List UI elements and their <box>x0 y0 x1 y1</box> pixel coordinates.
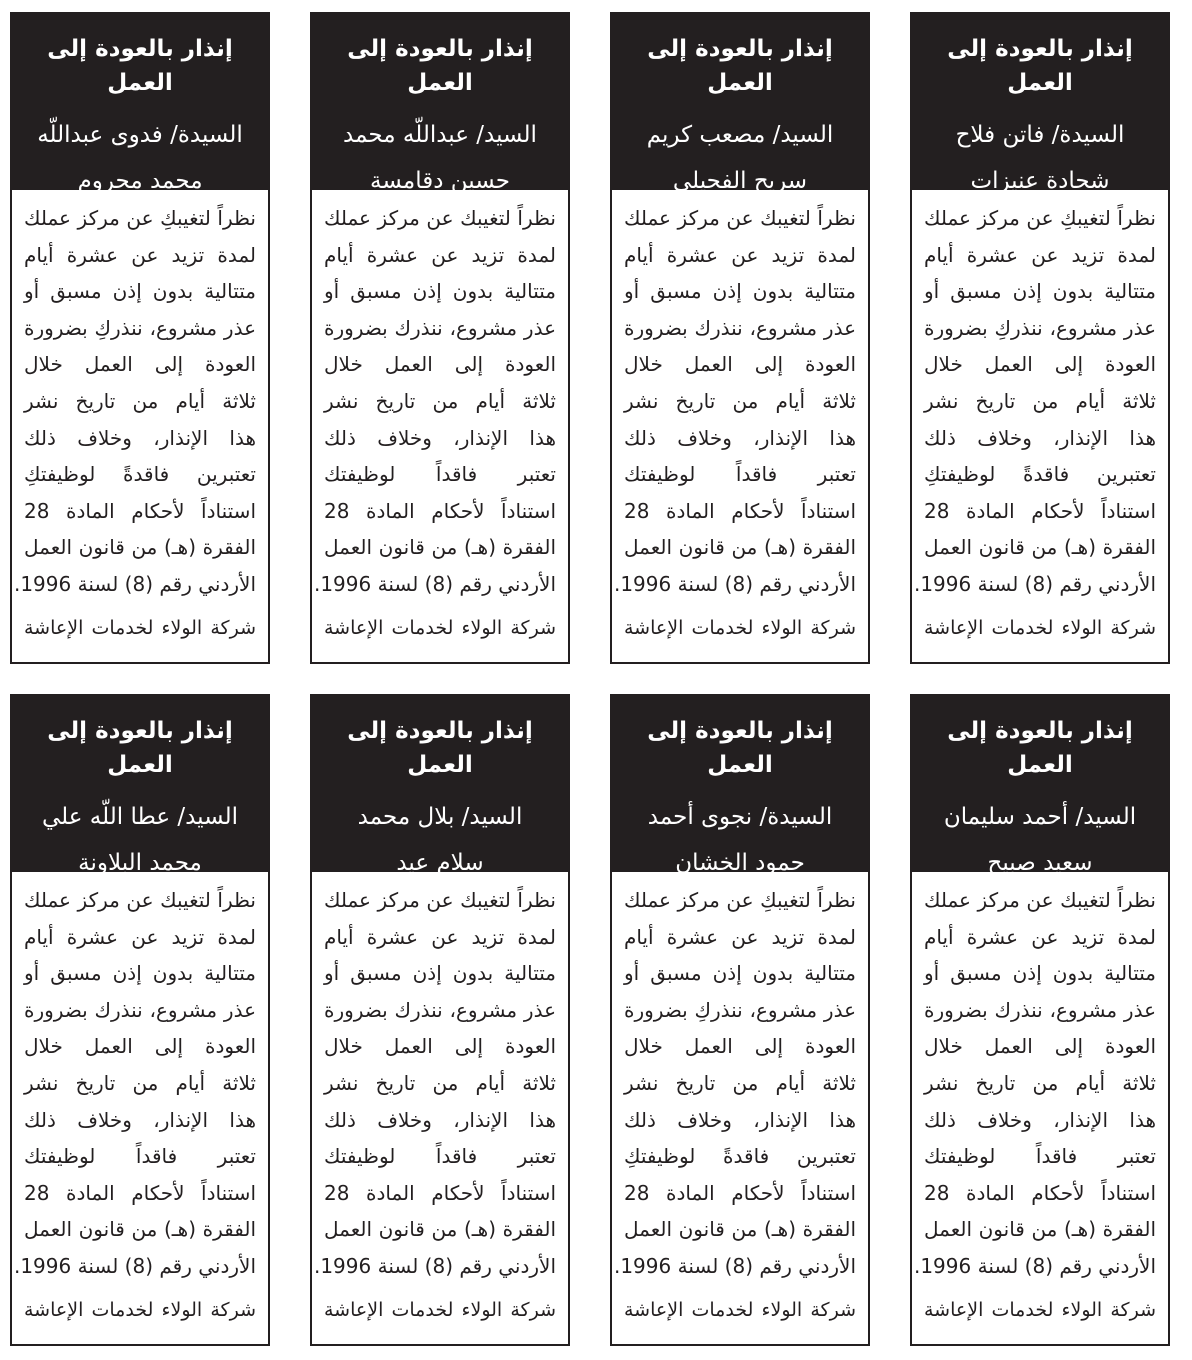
notice-header <box>12 696 268 876</box>
notice-body-line: ثلاثة أيام من تاريخ نشر <box>324 388 556 413</box>
notice-body-line: عذر مشروع، ننذركِ بضرورة <box>924 315 1156 340</box>
notice-card <box>10 12 270 664</box>
notice-body-line: العودة إلى العمل خلال <box>24 352 256 377</box>
notice-body-line: ثلاثة أيام من تاريخ نشر <box>624 1070 856 1095</box>
notice-body-line: هذا الإنذار، وخلاف ذلك <box>324 1107 556 1132</box>
notice-body-line: استناداً لأحكام المادة 28 <box>324 498 556 523</box>
notice-title: إنذار بالعودة إلى العمل <box>47 718 233 778</box>
notice-body-line: الأردني رقم (8) لسنة 1996. <box>313 571 556 596</box>
notice-body-line: نظراً لتغيبك عن مركز عملك <box>24 888 256 912</box>
notice-body-line: لمدة تزيد عن عشرة أيام <box>24 924 256 949</box>
recipient-name-line-1: السيدة/ فاتن فلاح <box>955 122 1125 148</box>
recipient-name-line-1: السيدة/ فدوى عبداللّه <box>37 122 243 148</box>
notice-body-line: متتالية بدون إذن مسبق أو <box>324 279 556 304</box>
notice-body-line: نظراً لتغيبكِ عن مركز عملك <box>624 888 856 912</box>
notice-body-line: استناداً لأحكام المادة 28 <box>924 498 1156 523</box>
notice-body-line: العودة إلى العمل خلال <box>924 1034 1156 1059</box>
notice-body <box>912 190 1168 603</box>
notice-body-line: الأردني رقم (8) لسنة 1996. <box>913 1253 1156 1278</box>
notice-body-line: عذر مشروع، ننذرك بضرورة <box>924 997 1156 1022</box>
notice-body-line: العودة إلى العمل خلال <box>324 1034 556 1059</box>
notice-header <box>612 696 868 876</box>
notice-card <box>10 694 270 1346</box>
notice-body-line: هذا الإنذار، وخلاف ذلك <box>624 425 856 450</box>
notice-body-line: متتالية بدون إذن مسبق أو <box>24 279 256 304</box>
notice-title: إنذار بالعودة إلى العمل <box>947 718 1133 778</box>
notice-body-line: الفقرة (هـ) من قانون العمل <box>324 1217 556 1242</box>
notice-body-line: هذا الإنذار، وخلاف ذلك <box>324 425 556 450</box>
notice-body-line: عذر مشروع، ننذرك بضرورة <box>324 997 556 1022</box>
notice-body-line: تعتبرين فاقدةً لوظيفتكِ <box>24 462 256 487</box>
notice-body-line: عذر مشروع، ننذرك بضرورة <box>324 315 556 340</box>
notice-body-line: الأردني رقم (8) لسنة 1996. <box>913 571 1156 596</box>
notice-body-line: استناداً لأحكام المادة 28 <box>624 498 856 523</box>
notice-body-line: تعتبر فاقداً لوظيفتك <box>24 1144 256 1169</box>
recipient-name-line-2: محمد محروم <box>77 168 203 194</box>
notice-title: إنذار بالعودة إلى العمل <box>47 36 233 96</box>
notice-body-line: الأردني رقم (8) لسنة 1996. <box>313 1253 556 1278</box>
notice-header <box>912 696 1168 876</box>
recipient-name-line-2: محمد البلاونة <box>78 850 202 876</box>
notice-header <box>312 696 568 876</box>
company-signature: شركة الولاء لخدمات الإعاشة <box>624 616 856 639</box>
notice-body-line: هذا الإنذار، وخلاف ذلك <box>924 1107 1156 1132</box>
notice-title: إنذار بالعودة إلى العمل <box>647 36 833 96</box>
notice-body-line: العودة إلى العمل خلال <box>324 352 556 377</box>
notice-body-line: تعتبرين فاقدةً لوظيفتكِ <box>624 1144 856 1169</box>
notice-body-line: متتالية بدون إذن مسبق أو <box>324 961 556 986</box>
company-signature: شركة الولاء لخدمات الإعاشة <box>924 1298 1156 1321</box>
notice-body-line: عذر مشروع، ننذركِ بضرورة <box>24 315 256 340</box>
notice-body-line: متتالية بدون إذن مسبق أو <box>24 961 256 986</box>
notice-body-line: نظراً لتغيبكِ عن مركز عملك <box>24 206 256 230</box>
notice-title: إنذار بالعودة إلى العمل <box>947 36 1133 96</box>
notice-body-line: استناداً لأحكام المادة 28 <box>624 1180 856 1205</box>
notice-header <box>12 14 268 194</box>
notice-body-line: نظراً لتغيبك عن مركز عملك <box>624 206 856 230</box>
recipient-name-line-2: حمود الخشان <box>675 850 805 876</box>
notice-body-line: عذر مشروع، ننذرك بضرورة <box>24 997 256 1022</box>
notice-body-line: عذر مشروع، ننذرك بضرورة <box>624 315 856 340</box>
notice-body-line: تعتبر فاقداً لوظيفتك <box>324 462 556 487</box>
notice-body <box>12 190 268 603</box>
company-signature: شركة الولاء لخدمات الإعاشة <box>624 1298 856 1321</box>
recipient-name-line-1: السيد/ عبداللّه محمد <box>343 122 537 148</box>
notice-body <box>312 872 568 1285</box>
notice-body-line: الفقرة (هـ) من قانون العمل <box>324 535 556 560</box>
notice-body-line: هذا الإنذار، وخلاف ذلك <box>24 425 256 450</box>
notice-body-line: تعتبر فاقداً لوظيفتك <box>624 462 856 487</box>
notice-body-line: ثلاثة أيام من تاريخ نشر <box>924 388 1156 413</box>
notice-body-line: استناداً لأحكام المادة 28 <box>24 1180 256 1205</box>
notice-title: إنذار بالعودة إلى العمل <box>347 36 533 96</box>
notice-header <box>612 14 868 194</box>
notice-card <box>910 12 1170 664</box>
notice-body-line: لمدة تزيد عن عشرة أيام <box>324 242 556 267</box>
notice-body-line: ثلاثة أيام من تاريخ نشر <box>24 1070 256 1095</box>
notice-body-line: ثلاثة أيام من تاريخ نشر <box>24 388 256 413</box>
notice-body <box>912 872 1168 1285</box>
notice-body-line: ثلاثة أيام من تاريخ نشر <box>624 388 856 413</box>
recipient-name-line-2: شحادة عنيزات <box>970 168 1110 194</box>
notice-body-line: الفقرة (هـ) من قانون العمل <box>24 535 256 560</box>
notice-body-line: نظراً لتغيبك عن مركز عملك <box>324 206 556 230</box>
notice-body-line: الأردني رقم (8) لسنة 1996. <box>613 571 856 596</box>
notice-body-line: العودة إلى العمل خلال <box>24 1034 256 1059</box>
notice-body-line: العودة إلى العمل خلال <box>624 1034 856 1059</box>
notice-card <box>910 694 1170 1346</box>
recipient-name-line-2: سلام عيد <box>396 850 484 876</box>
company-signature: شركة الولاء لخدمات الإعاشة <box>324 1298 556 1321</box>
notice-header <box>312 14 568 194</box>
notice-body-line: الأردني رقم (8) لسنة 1996. <box>613 1253 856 1278</box>
notice-body-line: الفقرة (هـ) من قانون العمل <box>624 1217 856 1242</box>
company-signature: شركة الولاء لخدمات الإعاشة <box>324 616 556 639</box>
notice-body-line: استناداً لأحكام المادة 28 <box>24 498 256 523</box>
recipient-name-line-1: السيدة/ نجوى أحمد <box>647 804 833 830</box>
notice-card <box>610 694 870 1346</box>
notice-card <box>310 12 570 664</box>
notice-body-line: الفقرة (هـ) من قانون العمل <box>924 1217 1156 1242</box>
notice-body-line: متتالية بدون إذن مسبق أو <box>624 279 856 304</box>
recipient-name-line-2: حسين دقامسة <box>370 168 510 194</box>
notice-body-line: العودة إلى العمل خلال <box>624 352 856 377</box>
notice-body-line: هذا الإنذار، وخلاف ذلك <box>624 1107 856 1132</box>
recipient-name-line-2: سريح الفحيلي <box>672 168 808 194</box>
company-signature: شركة الولاء لخدمات الإعاشة <box>24 1298 256 1321</box>
notice-body-line: ثلاثة أيام من تاريخ نشر <box>324 1070 556 1095</box>
notice-body-line: الأردني رقم (8) لسنة 1996. <box>13 571 256 596</box>
notice-body-line: عذر مشروع، ننذركِ بضرورة <box>624 997 856 1022</box>
notice-body <box>12 872 268 1285</box>
notice-body <box>612 190 868 603</box>
notice-body-line: لمدة تزيد عن عشرة أيام <box>24 242 256 267</box>
notice-body-line: الفقرة (هـ) من قانون العمل <box>624 535 856 560</box>
notice-title: إنذار بالعودة إلى العمل <box>347 718 533 778</box>
recipient-name-line-1: السيد/ أحمد سليمان <box>943 804 1137 830</box>
notice-card <box>310 694 570 1346</box>
notice-body-line: تعتبرين فاقدةً لوظيفتكِ <box>924 462 1156 487</box>
notice-body-line: نظراً لتغيبك عن مركز عملك <box>924 888 1156 912</box>
notice-body-line: متتالية بدون إذن مسبق أو <box>624 961 856 986</box>
notice-body-line: استناداً لأحكام المادة 28 <box>324 1180 556 1205</box>
notice-body-line: استناداً لأحكام المادة 28 <box>924 1180 1156 1205</box>
recipient-name-line-1: السيد/ عطا اللّه علي <box>41 804 239 830</box>
notice-body-line: تعتبر فاقداً لوظيفتك <box>324 1144 556 1169</box>
recipient-name-line-2: سعيد صبيح <box>987 850 1093 876</box>
notice-body-line: متتالية بدون إذن مسبق أو <box>924 279 1156 304</box>
notice-body-line: الفقرة (هـ) من قانون العمل <box>924 535 1156 560</box>
notice-body-line: متتالية بدون إذن مسبق أو <box>924 961 1156 986</box>
notice-body-line: نظراً لتغيبك عن مركز عملك <box>324 888 556 912</box>
notice-card <box>610 12 870 664</box>
company-signature: شركة الولاء لخدمات الإعاشة <box>24 616 256 639</box>
notice-body-line: لمدة تزيد عن عشرة أيام <box>324 924 556 949</box>
recipient-name-line-1: السيد/ مصعب كريم <box>646 122 834 148</box>
notice-body-line: الأردني رقم (8) لسنة 1996. <box>13 1253 256 1278</box>
notice-body <box>612 872 868 1285</box>
notice-title: إنذار بالعودة إلى العمل <box>647 718 833 778</box>
notice-header <box>912 14 1168 194</box>
notice-body <box>312 190 568 603</box>
notices-grid <box>10 12 1170 1346</box>
notice-body-line: هذا الإنذار، وخلاف ذلك <box>24 1107 256 1132</box>
recipient-name-line-1: السيد/ بلال محمد <box>357 804 523 830</box>
notice-body-line: ثلاثة أيام من تاريخ نشر <box>924 1070 1156 1095</box>
notice-body-line: الفقرة (هـ) من قانون العمل <box>24 1217 256 1242</box>
notice-body-line: لمدة تزيد عن عشرة أيام <box>624 242 856 267</box>
notice-body-line: هذا الإنذار، وخلاف ذلك <box>924 425 1156 450</box>
notice-body-line: نظراً لتغيبكِ عن مركز عملك <box>924 206 1156 230</box>
notice-body-line: لمدة تزيد عن عشرة أيام <box>924 242 1156 267</box>
notice-body-line: لمدة تزيد عن عشرة أيام <box>624 924 856 949</box>
notice-body-line: لمدة تزيد عن عشرة أيام <box>924 924 1156 949</box>
company-signature: شركة الولاء لخدمات الإعاشة <box>924 616 1156 639</box>
notice-body-line: تعتبر فاقداً لوظيفتك <box>924 1144 1156 1169</box>
notice-body-line: العودة إلى العمل خلال <box>924 352 1156 377</box>
